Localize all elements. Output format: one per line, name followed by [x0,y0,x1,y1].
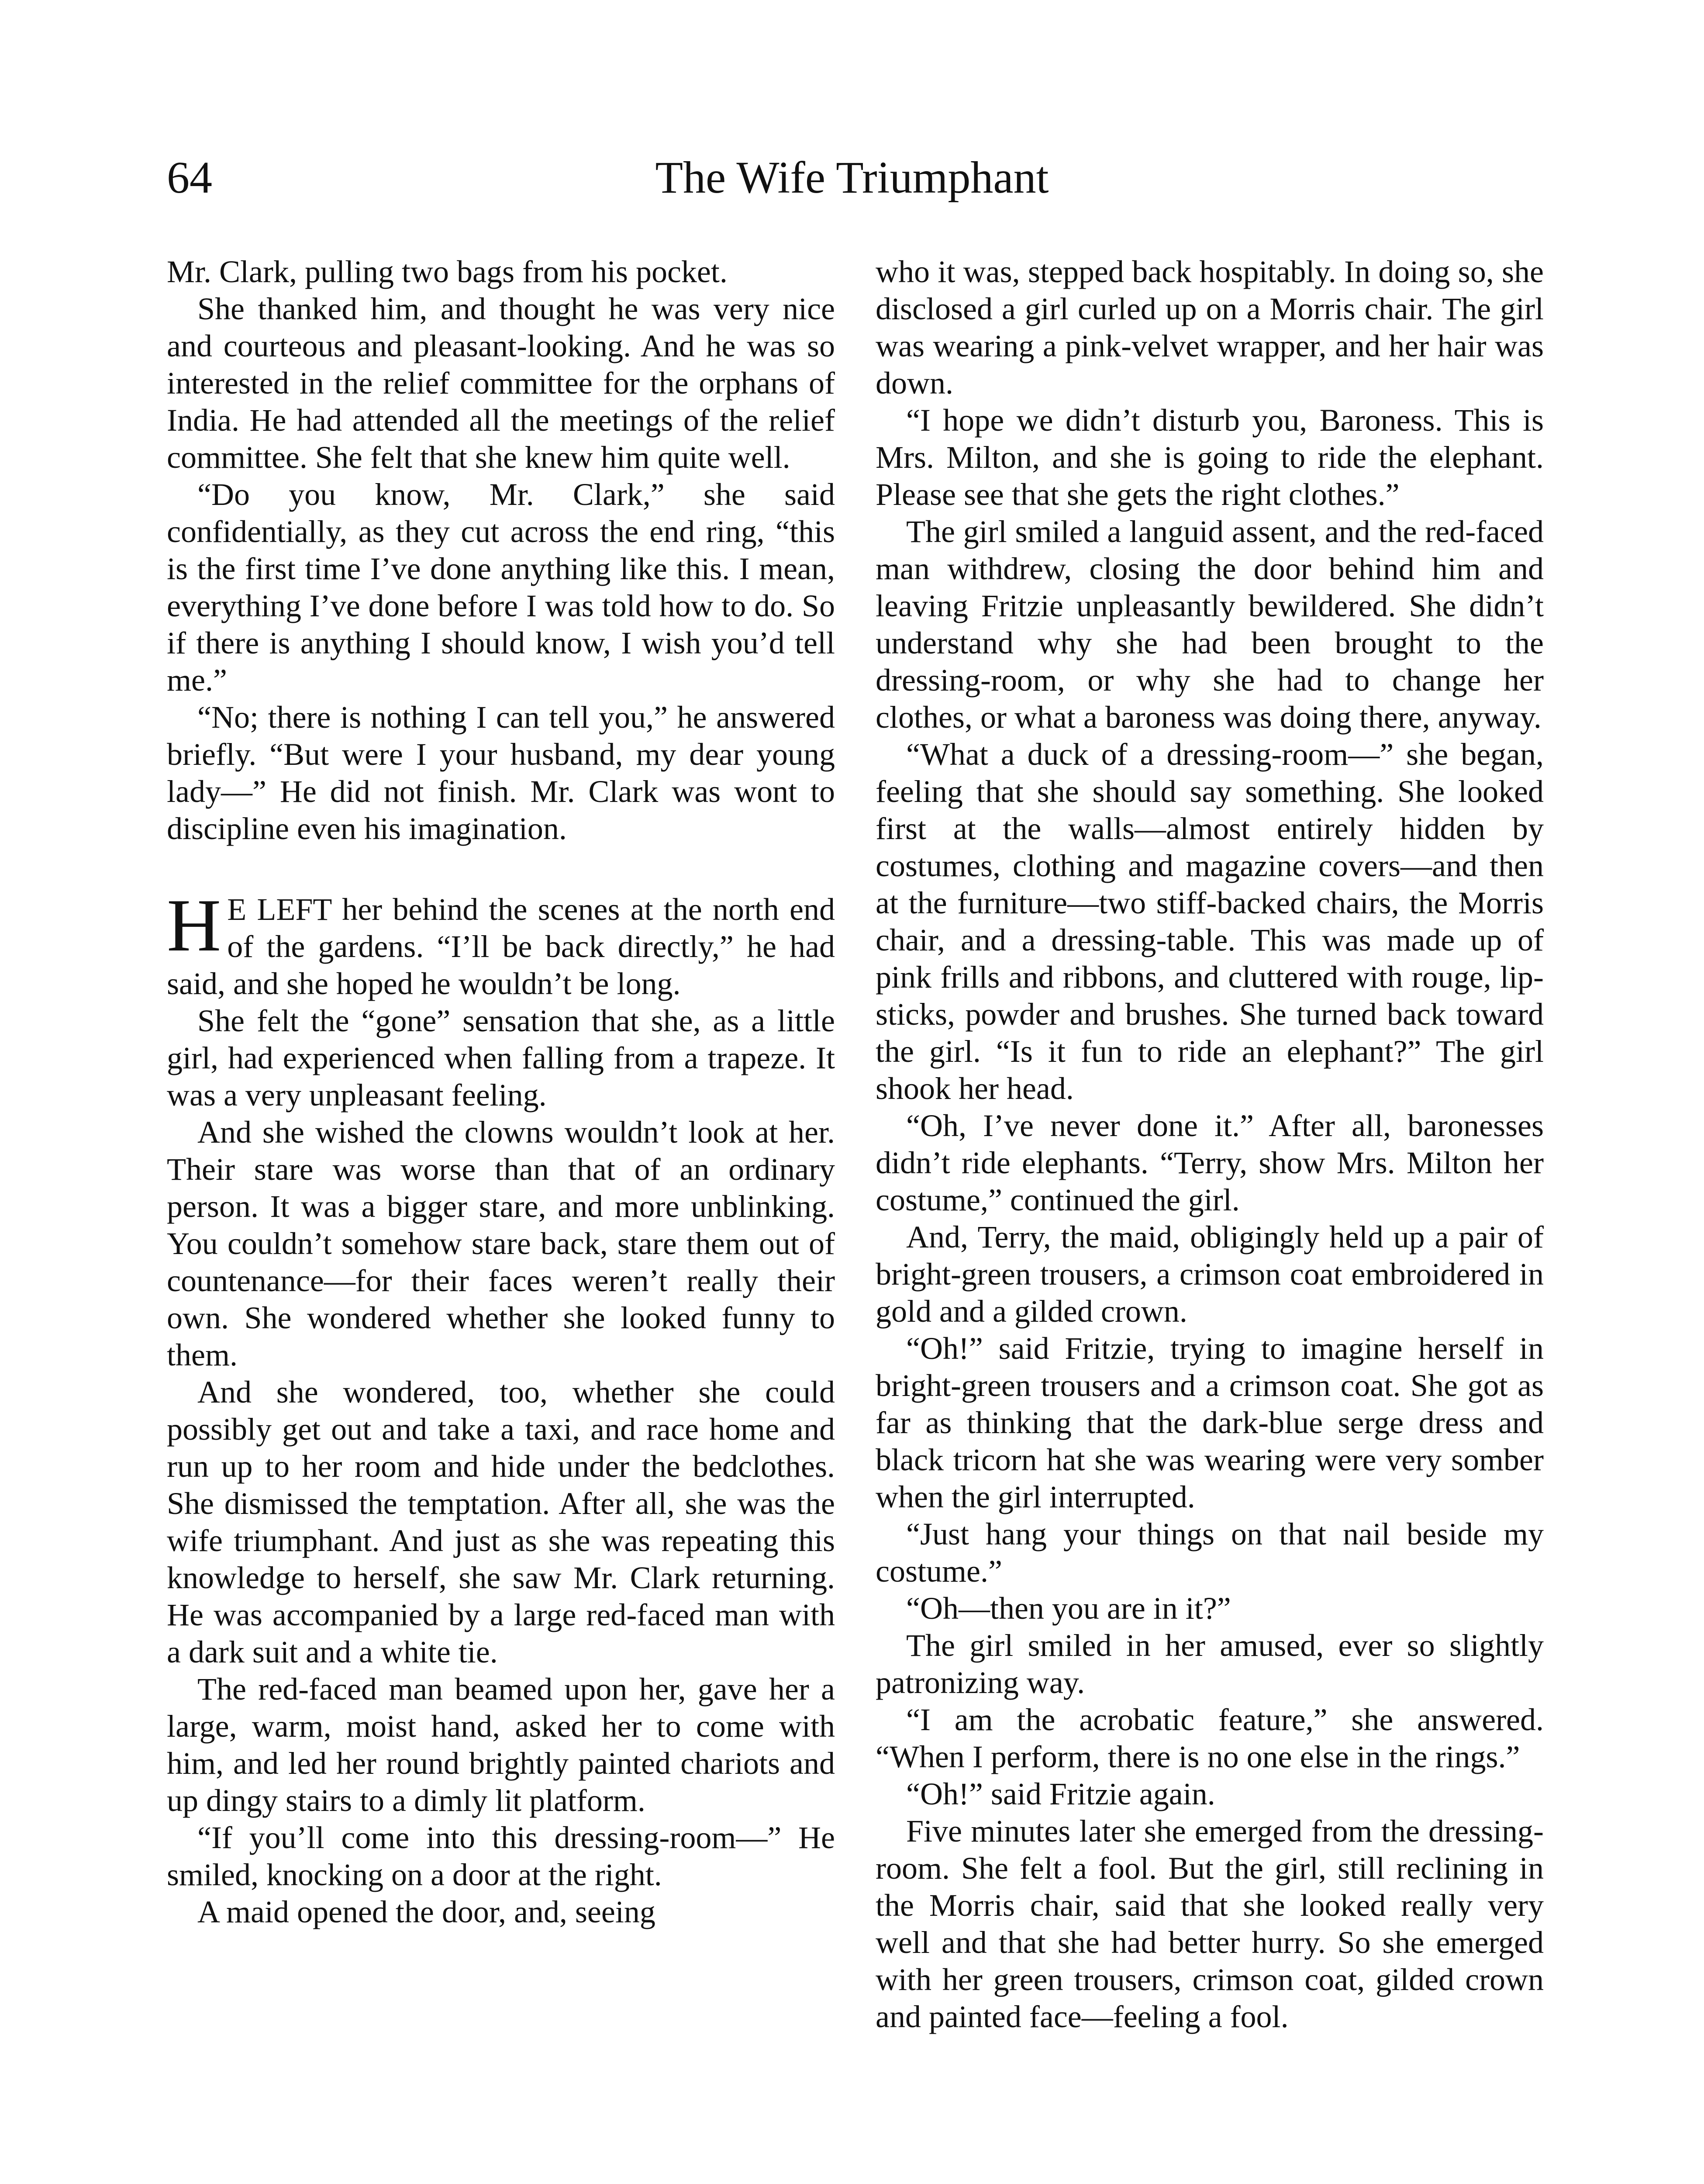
paragraph: The girl smiled a languid assent, and the red-faced man withdrew, closing the door behind him and leaving Fritzie unpleasantly bewildered. She didn’t understand why she had been brought to the dressing-room, or why she had to change her clothes, or what a baroness was doing there, anyway. [876,514,1544,735]
paragraph: Five minutes later she emerged from the dressing-room. She felt a fool. But the girl, still reclining in the Morris chair, said that she looked really very well and that she had better hurry. So she emerged with her green trousers, crimson coat, gilded crown and painted face—feeling a fool. [876,1814,1544,2034]
paragraph: Mr. Clark, pulling two bags from his pocket. [167,254,728,289]
paragraph: And she wished the clowns wouldn’t look at her. Their stare was worse than that of an ordinary person. It was a bigger stare, and more unblinking. You couldn’t somehow stare back, stare them out of countenance—for their faces weren’t really their own. She wondered whether she looked funny to them. [167,1115,835,1372]
paragraph: who it was, stepped back hospitably. In doing so, she disclosed a girl curled up on a Morris chair. The girl was wearing a pink-velvet wrapper, and her hair was down. [876,254,1544,401]
paragraph: “No; there is nothing I can tell you,” he answered briefly. “But were I your husband, my dear young lady—” He did not finish. Mr. Clark was wont to discipline even his imagination. [167,700,835,846]
paragraph: “Do you know, Mr. Clark,” she said confidentially, as they cut across the end ring, “this is the first time I’ve done anything like this. I mean, everything I’ve done before I was told how to do. So if there is anything I should know, I wish you’d tell me.” [167,477,835,698]
paragraph: “I hope we didn’t disturb you, Baroness. This is Mrs. Milton, and she is going to ride the elephant. Please see that she gets the right clothes.” [876,403,1544,512]
section-opening-text: E LEFT her behind the scenes at the north end of the gardens. “I’ll be back directly,” he had said, and she hoped he wouldn’t be long. [167,892,835,1001]
paragraph: And, Terry, the maid, obligingly held up a pair of bright-green trousers, a crimson coat embroidered in gold and a gilded crown. [876,1220,1544,1329]
section-opening-paragraph [167,884,835,1002]
paragraph: The red-faced man beamed upon her, gave her a large, warm, moist hand, asked her to come with him, and led her round brightly painted chariots and up dingy stairs to a dimly lit platform. [167,1672,835,1818]
drop-cap: H [167,884,221,967]
paragraph: She felt the “gone” sensation that she, as a little girl, had experienced when falling from a trapeze. It was a very unpleasant feeling. [167,1003,835,1113]
paragraph: “Just hang your things on that nail beside my costume.” [876,1517,1544,1589]
page-number: 64 [167,152,212,203]
paragraph: “Oh!” said Fritzie again. [906,1776,1215,1811]
paragraph: “I am the acrobatic feature,” she answered. “When I perform, there is no one else in the rings.” [876,1702,1544,1774]
paragraph: “What a duck of a dressing-room—” she began, feeling that she should say something. She looked first at the walls—almost entirely hidden by costumes, clothing and magazine covers—and then at the furniture—two stiff-backed chairs, the Morris chair, and a dressing-table. This was made up of pink frills and ribbons, and cluttered with rouge, lip-sticks, powder and brushes. She turned back toward the girl. “Is it fun to ride an elephant?” The girl shook her head. [876,737,1544,1106]
paragraph: And she wondered, too, whether she could possibly get out and take a taxi, and race home and run up to her room and hide under the bedclothes. She dismissed the temptation. After all, she was the wife triumphant. And just as she was repeating this knowledge to herself, she saw Mr. Clark returning. He was accompanied by a large red-faced man with a dark suit and a white tie. [167,1375,835,1669]
paragraph: The girl smiled in her amused, ever so slightly patronizing way. [876,1628,1544,1700]
running-head: The Wife Triumphant [655,152,1049,203]
paragraph: A maid opened the door, and, seeing [197,1894,655,1929]
paragraph: “Oh!” said Fritzie, trying to imagine herself in bright-green trousers and a crimson coat. She got as far as thinking that the dark-blue serge dress and black tricorn hat she was wearing were very somber when the girl interrupted. [876,1331,1544,1514]
left-column [167,253,835,1931]
paragraph: She thanked him, and thought he was very nice and courteous and pleasant-looking. And he was so interested in the relief committee for the orphans of India. He had attended all the meetings of the relief committee. She felt that she knew him quite well. [167,291,835,475]
paragraph: “If you’ll come into this dressing-room—” He smiled, knocking on a door at the right. [167,1820,835,1892]
paragraph: “Oh, I’ve never done it.” After all, baronesses didn’t ride elephants. “Terry, show Mrs. Milton her costume,” continued the girl. [876,1108,1544,1217]
right-column [876,253,1544,2035]
paragraph: “Oh—then you are in it?” [906,1591,1231,1626]
